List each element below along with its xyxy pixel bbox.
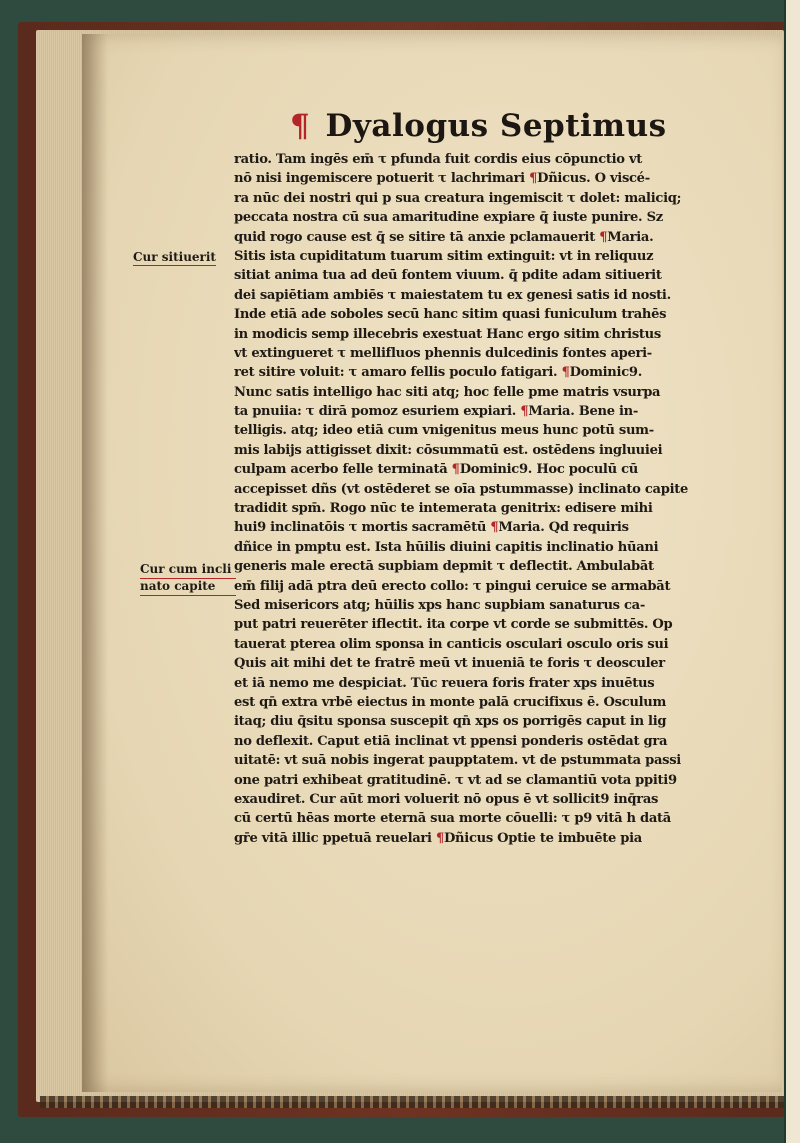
text-line: mis labijs attigisset dixit: cōsummatū est. ostēdens ingluuiei bbox=[234, 442, 663, 458]
text-line: one patri exhibeat gratitudinē. τ vt ad se clamantiū vota ppiti9 bbox=[234, 772, 677, 788]
adjacent-page-strip bbox=[784, 0, 800, 1143]
page-header bbox=[290, 108, 670, 154]
marginal-note-1 bbox=[133, 250, 216, 265]
marginal-note-text: nato capite bbox=[140, 579, 236, 596]
text-line: et iā nemo me despiciat. Tūc reuera foris frater xps inuētus bbox=[234, 675, 655, 691]
text-line: Nunc satis intelligo hac siti atq; hoc felle pme matris vsurpa bbox=[234, 384, 661, 400]
text-line: quid rogo cause est q̄ se sitire tā anxie pclamauerit ¶Maria. bbox=[234, 229, 654, 245]
text-line: gr̄e vitā illic ppetuā reuelari ¶Dñicus Optie te imbuēte pia bbox=[234, 830, 642, 846]
text-line: itaq; diu q̄situ sponsa suscepit qn̄ xps os porrigēs caput in lig bbox=[234, 714, 667, 730]
marginal-note-2 bbox=[140, 562, 236, 596]
text-line: generis male erectā supbiam depmit τ deflectit. Ambulabāt bbox=[234, 559, 654, 575]
text-line: Inde etiā ade soboles secū hanc sitim quasi funiculum trahēs bbox=[234, 307, 667, 323]
text-line: sitiat anima tua ad deū fontem viuum. q̄ pdite adam sitiuerit bbox=[234, 268, 662, 284]
text-line: ratio. Tam ingēs em̄ τ pfunda fuit cordis eius cōpunctio vt bbox=[234, 152, 643, 167]
text-line: Sitis ista cupiditatum tuarum sitim extinguit: vt in reliquuz bbox=[234, 248, 654, 264]
text-line: ta pnuiia: τ dirā pomoz esuriem expiari. ¶Maria. Bene in- bbox=[234, 404, 639, 420]
text-line: culpam acerbo felle terminatā ¶Dominic9. Hoc poculū cū bbox=[234, 462, 638, 478]
text-line: dñice in pmptu est. Ista hūilis diuini capitis inclinatio hūani bbox=[234, 539, 659, 555]
marginal-note-text: Cur cum incli bbox=[140, 562, 236, 579]
text-line: telligis. atq; ideo etiā cum vnigenitus meus hunc potū sum- bbox=[234, 423, 654, 439]
text-line: no deflexit. Caput etiā inclinat vt ppensi ponderis ostēdat gra bbox=[234, 733, 668, 749]
text-line: em̄ filij adā ptra deū erecto collo: τ pingui ceruice se armabāt bbox=[234, 578, 671, 594]
text-line: ret sitire voluit: τ amaro fellis poculo fatigari. ¶Dominic9. bbox=[234, 365, 642, 381]
marginal-note-text: Cur sitiuerit bbox=[133, 250, 216, 264]
text-line: vt extingueret τ mellifluos phennis dulcedinis fontes aperi- bbox=[234, 345, 652, 361]
text-line: cū certū hēas morte eternā sua morte cōuelli: τ p9 vitā h datā bbox=[234, 811, 671, 827]
text-line: tauerat pterea olim sponsa in canticis osculari osculo oris sui bbox=[234, 636, 669, 652]
text-line: exaudiret. Cur aūt mori voluerit nō opus ē vt sollicit9 inq̄ras bbox=[234, 791, 659, 807]
text-line: est qn̄ extra vrbē eiectus in monte palā crucifixus ē. Osculum bbox=[234, 694, 667, 710]
text-line: peccata nostra cū sua amaritudine expiare q̄ iuste punire. Sz bbox=[234, 210, 663, 226]
text-line: dei sapiētiam ambiēs τ maiestatem tu ex genesi satis id nosti. bbox=[234, 287, 671, 303]
text-line: nō nisi ingemiscere potuerit τ lachrimari ¶Dñicus. O viscé- bbox=[234, 171, 650, 187]
page-bottom-edge bbox=[40, 1096, 785, 1108]
text-line: tradidit spm̄. Rogo nūc te intemerata genitrix: edisere mihi bbox=[234, 501, 653, 517]
text-line: Sed misericors atq; hūilis xps hanc supbiam sanaturus ca- bbox=[234, 597, 645, 613]
text-column bbox=[234, 150, 714, 848]
text-line: hui9 inclinatōis τ mortis sacramētū ¶Maria. Qd requiris bbox=[234, 520, 629, 536]
text-line: put patri reuerēter iflectit. ita corpe vt corde se submittēs. Op bbox=[234, 617, 673, 633]
header-title: Dyalogus Septimus bbox=[325, 108, 667, 144]
text-line: ra nūc dei nostri qui p sua creatura ingemiscit τ dolet: maliciq; bbox=[234, 190, 682, 206]
text-line: uitatē: vt suā nobis ingerat paupptatem. vt de pstummata passi bbox=[234, 753, 681, 769]
page-gutter-shadow bbox=[82, 34, 108, 1092]
text-line: accepisset dñs (vt ostēderet se oīa pstummasse) inclinato capite bbox=[234, 481, 689, 497]
text-line: Quis ait mihi det te fratrē meū vt inueniā te foris τ deosculer bbox=[234, 656, 665, 672]
text-line: in modicis semp illecebris exestuat Hanc ergo sitim christus bbox=[234, 326, 661, 342]
pilcrow-icon: ¶ bbox=[290, 108, 311, 144]
